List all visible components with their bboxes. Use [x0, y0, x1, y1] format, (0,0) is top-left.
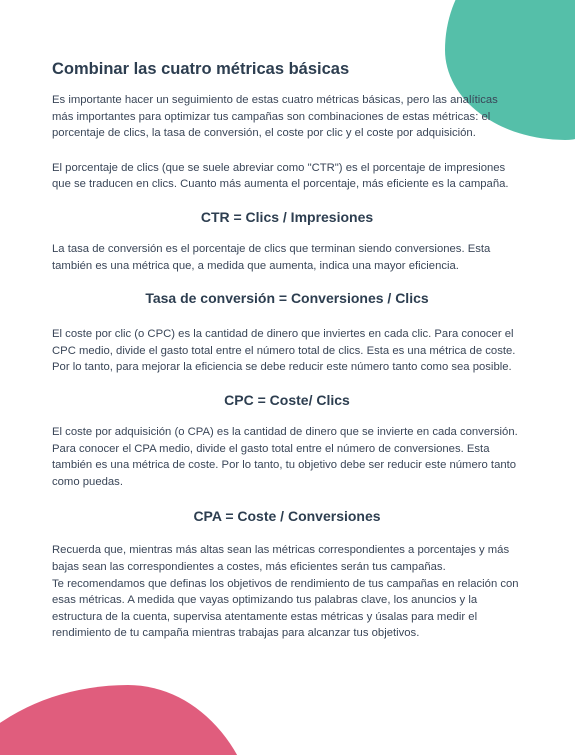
pink-decorative-blob [0, 685, 260, 755]
closing-paragraph-1: Recuerda que, mientras más altas sean las métricas correspondientes a porcentajes y más bajas sean las correspondientes a costes, más eficientes serán tus campañas. [52, 544, 510, 573]
formula-cpc: CPC = Coste/ Clics [224, 391, 350, 408]
formula-ctr: CTR = Clics / Impresiones [200, 208, 374, 225]
formula-cpa: CPA = Coste / Conversiones [193, 508, 381, 525]
document-body [52, 58, 522, 642]
cpc-paragraph: El coste por clic (o CPC) es la cantidad de dinero que inviertes en cada clic. Para conocer el CPC medio, divide el gasto total entre el número total de clics. Esta es una métrica de coste. Por lo tanto, para mejorar la eficiencia se debe reducir este número tanto como sea posible. [52, 328, 516, 374]
ctr-paragraph: El porcentaje de clics (que se suele abreviar como "CTR") es el porcentaje de impresiones que se traducen en clics. Cuanto más aumenta el porcentaje, más eficiente es la campaña. [52, 161, 509, 191]
cpa-paragraph: El coste por adquisición (o CPA) es la cantidad de dinero que se invierte en cada conversión. Para conocer el CPA medio, divide el gasto total entre el número de conversiones. Esta también es una métrica de coste. Por lo tanto, tu objetivo debe ser reducir este número tanto como puedas. [52, 425, 518, 488]
section-heading: Combinar las cuatro métricas básicas [52, 60, 350, 78]
formula-conversion-rate: Tasa de conversión = Conversiones / Clics [145, 290, 429, 307]
intro-paragraph: Es importante hacer un seguimiento de estas cuatro métricas básicas, pero las analíticas más importantes para optimizar tus campañas son combinaciones de estas métricas: el porcentaje de clics, la tasa de conversión, el coste por clic y el coste por adquisición. [52, 94, 498, 140]
closing-paragraph-2: Te recomendamos que definas los objetivos de rendimiento de tus campañas en relación con esas métricas. A medida que vayas optimizando tus palabras clave, los anuncios y la estructura de la cuenta, supervisa atentamente estas métricas y úsalas para medir el rendimiento de tu campaña mientras trabajas para alcanzar tus objetivos. [52, 577, 519, 640]
conversion-paragraph: La tasa de conversión es el porcentaje de clics que terminan siendo conversiones. Esta también es una métrica que, a medida que aumenta, indica una mayor eficiencia. [52, 242, 491, 272]
